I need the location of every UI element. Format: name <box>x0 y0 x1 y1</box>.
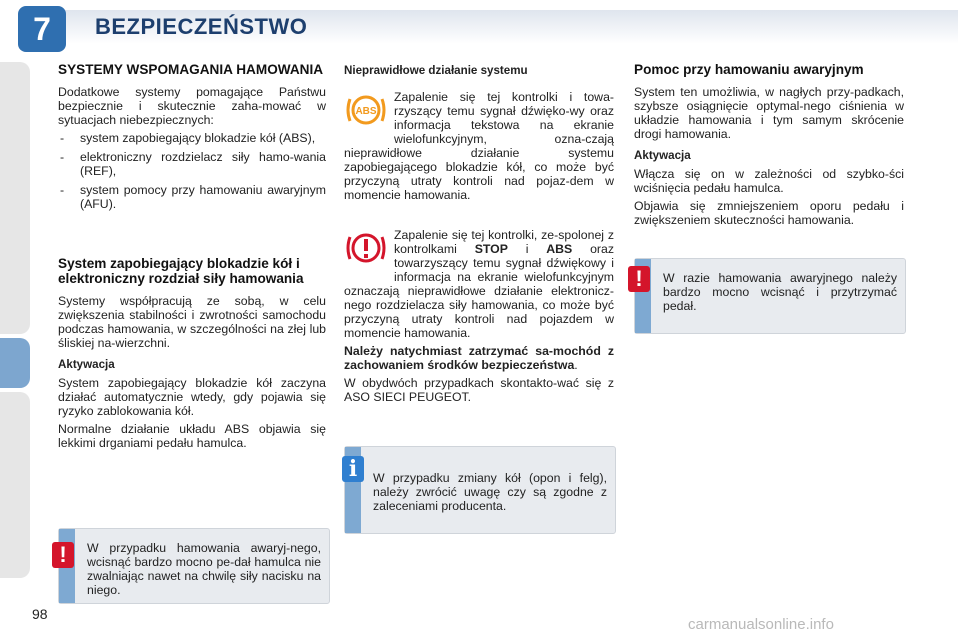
paragraph: Zapalenie się tej kontrolki i towa-rzyszący temu sygnał dźwięko-wy oraz informacja tekstowa na ekranie wielofunkcyjnym, ozna-czają nieprawidłowe działanie systemu zapobiegającego blokadzie kół, co może być przyczyną utraty kontroli nad pojaz-dem w momencie hamowania. <box>344 90 614 202</box>
paragraph: Zapalenie się tej kontrolki, ze-spolonej z kontrolkami STOP i ABS oraz towarzyszący temu sygnał dźwiękowy i informacja na ekranie wielofunkcyjnym oznaczają nieprawidłowe działanie elektronicz-nego rozdzielacza siły hamowania, co może być przyczyną utraty kontroli nad pojazdem w momencie hamowania. <box>344 228 614 340</box>
section-title: SYSTEMY WSPOMAGANIA HAMOWANIA <box>58 62 324 77</box>
paragraph: Włącza się on w zależności od szybko-ści wciśnięcia pedału hamulca. <box>634 167 904 195</box>
warning-icon: ! <box>628 266 650 292</box>
page-number: 98 <box>32 606 48 622</box>
note-text: W przypadku zmiany kół (opon i felg), należy zwrócić uwagę czy są zgodne z zaleceniami producenta. <box>373 471 607 513</box>
section-title: System zapobiegający blokadzie kół i elektroniczny rozdział siły hamowania <box>58 256 304 286</box>
paragraph: System ten umożliwia, w nagłych przy-padkach, szybsze osiągnięcie optymal-nego ciśnienia w układzie hamowania i tym samym skrócenie drogi hamowania. <box>634 85 904 141</box>
info-icon: i <box>342 456 364 482</box>
list-item: - elektroniczny rozdzielacz siły hamo-wania (REF), <box>58 150 326 178</box>
paragraph: Objawia się zmniejszeniem oporu pedału i zwiększeniem skuteczności hamowania. <box>634 199 904 227</box>
warning-icon: ! <box>52 542 74 568</box>
column-1 <box>58 62 326 454</box>
paragraph: W obydwóch przypadkach skontakto-wać się z ASO SIECI PEUGEOT. <box>344 376 614 404</box>
subheading: Aktywacja <box>58 358 115 371</box>
list-item: - system zapobiegający blokadzie kół (ABS), <box>58 131 326 145</box>
column-3 <box>634 62 904 231</box>
note-text: W przypadku hamowania awaryj-nego, wcisnąć bardzo mocno pe-dał hamulca nie zwalniając nawet na chwilę siły nacisku na niego. <box>87 541 321 597</box>
bullet-list <box>58 131 326 211</box>
chapter-number: 7 <box>18 6 66 52</box>
list-item: - system pomocy przy hamowaniu awaryjnym (AFU). <box>58 183 326 211</box>
paragraph: Należy natychmiast zatrzymać sa-mochód z zachowaniem środków bezpieczeństwa. <box>344 344 614 372</box>
subheading: Aktywacja <box>634 149 691 162</box>
note-text: W razie hamowania awaryjnego należy bardzo mocno wcisnąć i przytrzymać pedał. <box>663 271 897 313</box>
paragraph: Normalne działanie układu ABS objawia się lekkimi drganiami pedału hamulca. <box>58 422 326 450</box>
side-tab-active <box>0 338 30 388</box>
abs-lamp-icon <box>344 90 394 134</box>
column-2 <box>344 64 614 408</box>
paragraph: Systemy współpracują ze sobą, w celu zwiększenia stabilności i zwrotności samochodu podczas hamowania, w szczególności na złej lub śliskiej na-wierzchni. <box>58 294 326 350</box>
info-note <box>344 446 616 534</box>
section-title: Nieprawidłowe działanie systemu <box>344 64 528 77</box>
watermark: carmanualsonline.info <box>688 616 834 633</box>
page-title: BEZPIECZEŃSTWO <box>95 14 308 39</box>
section-title: Pomoc przy hamowaniu awaryjnym <box>634 62 864 77</box>
warning-note <box>58 528 330 604</box>
paragraph: System zapobiegający blokadzie kół zaczyna działać automatycznie wtedy, gdy pojawia się ryzyko zablokowania kół. <box>58 376 326 418</box>
brake-warning-lamp-icon <box>344 228 394 272</box>
warning-note <box>634 258 906 334</box>
svg-text:ABS: ABS <box>355 106 377 117</box>
side-tab <box>0 392 30 578</box>
paragraph: Dodatkowe systemy pomagające Państwu bezpiecznie i skutecznie zaha-mować w sytuacjach niebezpiecznych: <box>58 85 326 127</box>
side-tab <box>0 62 30 334</box>
